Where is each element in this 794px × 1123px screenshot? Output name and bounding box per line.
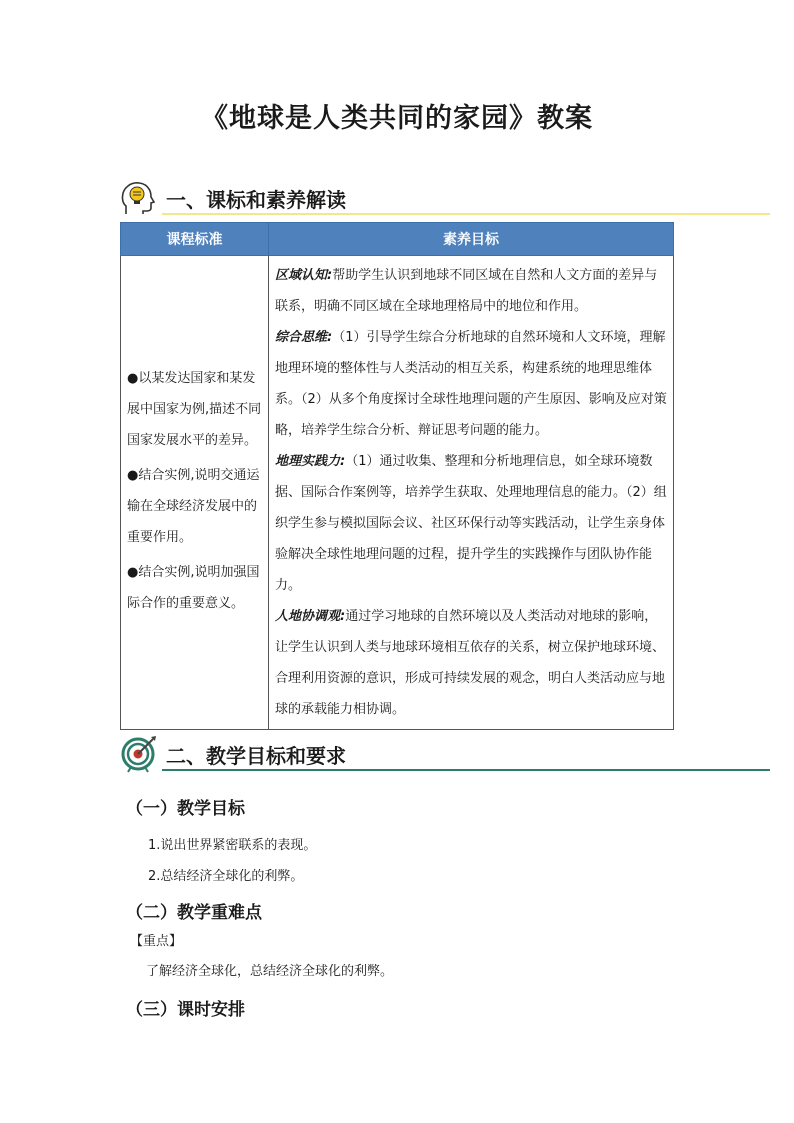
section-heading-curriculum xyxy=(118,178,770,220)
subheading-schedule: （三）课时安排 xyxy=(126,1000,245,1020)
goal-item-synthesis xyxy=(275,322,667,446)
standards-cell xyxy=(121,256,269,730)
goal-text: 帮助学生认识到地球不同区域在自然和人文方面的差异与联系，明确不同区域在全球地理格局中的地位和作用。 xyxy=(275,268,658,314)
standard-item: ●以某发达国家和某发展中国家为例,描述不同国家发展水平的差异。 xyxy=(127,370,262,448)
standard-item: ●结合实例,说明交通运输在全球经济发展中的重要作用。 xyxy=(127,467,260,545)
key-point-text: 了解经济全球化，总结经济全球化的利弊。 xyxy=(146,964,394,979)
goals-cell xyxy=(269,256,674,730)
list-item: 2.总结经济全球化的利弊。 xyxy=(148,869,304,884)
curriculum-table xyxy=(120,222,674,730)
document-title: 《地球是人类共同的家园》教案 xyxy=(201,103,593,134)
section-heading-label: 一、课标和素养解读 xyxy=(166,188,346,212)
key-point-tag: 【重点】 xyxy=(130,934,183,949)
subheading-teaching-goals: （一）教学目标 xyxy=(126,799,245,819)
table-header-goals: 素养目标 xyxy=(269,223,674,256)
target-arrow-icon xyxy=(118,734,158,774)
goal-item-practice xyxy=(275,446,667,601)
section-heading-label: 二、教学目标和要求 xyxy=(166,744,346,768)
section-divider xyxy=(162,213,770,215)
head-lightbulb-icon xyxy=(118,178,158,218)
list-item: 1.说出世界紧密联系的表现。 xyxy=(148,838,317,853)
table-row xyxy=(121,256,674,730)
table-header-standards: 课程标准 xyxy=(121,223,269,256)
section-divider xyxy=(162,769,770,771)
goal-text: （1）引导学生综合分析地球的自然环境和人文环境，理解地理环境的整体性与人类活动的相互关系，构建系统的地理思维体系。（2）从多个角度探讨全球性地理问题的产生原因、影响及应对策略，培养学生综合分析、辩证思考问题的能力。 xyxy=(275,330,667,438)
goal-label: 地理实践力: xyxy=(275,454,346,469)
goal-label: 区域认知: xyxy=(275,268,333,283)
goal-label: 综合思维: xyxy=(275,330,333,345)
goal-label: 人地协调观: xyxy=(275,609,346,624)
standard-item: ●结合实例,说明加强国际合作的重要意义。 xyxy=(127,564,260,611)
section-heading-objectives xyxy=(118,734,770,776)
goal-item-harmony xyxy=(275,601,667,725)
goal-text: （1）通过收集、整理和分析地理信息，如全球环境数据、国际合作案例等，培养学生获取、处理地理信息的能力。（2）组织学生参与模拟国际会议、社区环保行动等实践活动，让学生亲身体验解决全球性地理问题的过程，提升学生的实践操作与团队协作能力。 xyxy=(275,454,667,593)
goal-item-regional xyxy=(275,260,667,322)
subheading-key-points: （二）教学重难点 xyxy=(126,903,262,923)
goal-text: 通过学习地球的自然环境以及人类活动对地球的影响，让学生认识到人类与地球环境相互依存的关系，树立保护地球环境、合理利用资源的意识，形成可持续发展的观念，明白人类活动应与地球的承载能力相协调。 xyxy=(275,609,666,717)
table-header-row xyxy=(121,223,674,256)
